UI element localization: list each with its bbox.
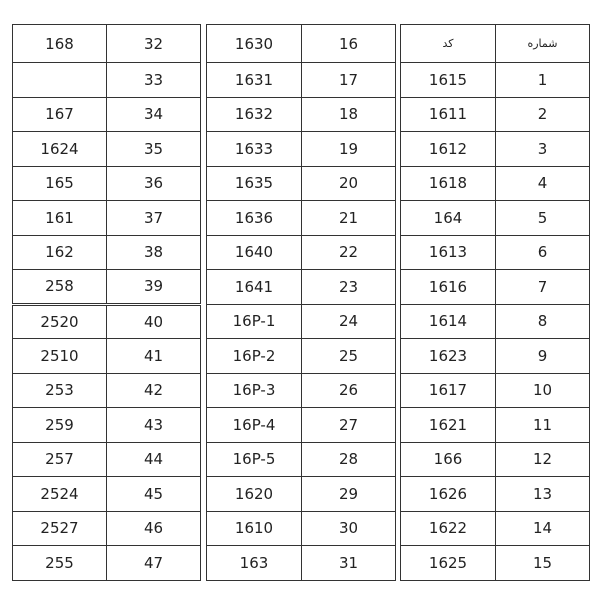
cell-number: 43 <box>107 408 201 443</box>
cell-code: 161 <box>13 201 107 236</box>
cell-code: 166 <box>401 442 496 477</box>
cell-code: 1635 <box>207 166 302 201</box>
cell-code: 1641 <box>207 270 302 305</box>
table-row <box>207 339 396 374</box>
cell-number: 6 <box>496 235 590 270</box>
table-row <box>401 373 590 408</box>
table-body <box>401 25 590 581</box>
cell-code: 1614 <box>401 304 496 339</box>
cell-number: 7 <box>496 270 590 305</box>
cell-number: 31 <box>302 546 396 581</box>
cell-code: 16P-1 <box>207 304 302 339</box>
table-row <box>207 546 396 581</box>
cell-number: 45 <box>107 477 201 512</box>
cell-code: 258 <box>13 270 107 305</box>
cell-code: 2527 <box>13 511 107 546</box>
cell-code: 1615 <box>401 63 496 98</box>
table-row <box>401 270 590 305</box>
cell-number: 5 <box>496 201 590 236</box>
cell-number: 2 <box>496 97 590 132</box>
cell-number: 38 <box>107 235 201 270</box>
cell-code: 16P-4 <box>207 408 302 443</box>
table-body <box>13 25 201 581</box>
table-row <box>207 97 396 132</box>
header-number: شماره <box>496 25 590 63</box>
cell-number: 3 <box>496 132 590 167</box>
cell-number: 14 <box>496 511 590 546</box>
cell-code: 1611 <box>401 97 496 132</box>
table-row <box>13 477 201 512</box>
cell-code: 1610 <box>207 511 302 546</box>
cell-code: 16P-2 <box>207 339 302 374</box>
table-row <box>401 408 590 443</box>
cell-code: 1631 <box>207 63 302 98</box>
cell-number: 19 <box>302 132 396 167</box>
cell-number: 20 <box>302 166 396 201</box>
table-row <box>13 408 201 443</box>
table-row <box>207 304 396 339</box>
cell-number: 24 <box>302 304 396 339</box>
table-row <box>207 270 396 305</box>
cell-code: 1632 <box>207 97 302 132</box>
cell-number: 34 <box>107 97 201 132</box>
cell-number: 32 <box>107 25 201 63</box>
table-row <box>401 201 590 236</box>
cell-number: 15 <box>496 546 590 581</box>
table-row <box>13 166 201 201</box>
table-row <box>207 235 396 270</box>
cell-code: 2524 <box>13 477 107 512</box>
cell-code: 255 <box>13 546 107 581</box>
cell-code: 167 <box>13 97 107 132</box>
table-row <box>13 373 201 408</box>
cell-number: 9 <box>496 339 590 374</box>
table-row <box>401 511 590 546</box>
cell-code: 1633 <box>207 132 302 167</box>
cell-number: 25 <box>302 339 396 374</box>
cell-code: 1624 <box>13 132 107 167</box>
cell-code <box>13 63 107 98</box>
cell-number: 41 <box>107 339 201 374</box>
table-body <box>207 25 396 581</box>
cell-number: 13 <box>496 477 590 512</box>
cell-number: 23 <box>302 270 396 305</box>
cell-number: 4 <box>496 166 590 201</box>
table-row <box>207 166 396 201</box>
cell-number: 28 <box>302 442 396 477</box>
cell-number: 30 <box>302 511 396 546</box>
cell-code: 16P-5 <box>207 442 302 477</box>
cell-code: 1621 <box>401 408 496 443</box>
table-row <box>13 132 201 167</box>
code-table-left <box>12 24 201 581</box>
cell-code: 1620 <box>207 477 302 512</box>
table-row <box>401 442 590 477</box>
cell-code: 1636 <box>207 201 302 236</box>
cell-number: 42 <box>107 373 201 408</box>
cell-number: 10 <box>496 373 590 408</box>
table-row <box>207 373 396 408</box>
cell-code: 1612 <box>401 132 496 167</box>
table-row <box>207 442 396 477</box>
table-row <box>13 97 201 132</box>
cell-number: 39 <box>107 270 201 305</box>
table-row <box>13 201 201 236</box>
cell-code: 164 <box>401 201 496 236</box>
cell-code: 162 <box>13 235 107 270</box>
table-row <box>207 511 396 546</box>
table-row <box>401 97 590 132</box>
table-row <box>13 63 201 98</box>
table-row <box>13 442 201 477</box>
cell-number: 40 <box>107 304 201 339</box>
table-row <box>207 132 396 167</box>
table-row <box>401 166 590 201</box>
table-row <box>13 25 201 63</box>
cell-number: 47 <box>107 546 201 581</box>
cell-number: 8 <box>496 304 590 339</box>
cell-number: 29 <box>302 477 396 512</box>
cell-code: 1630 <box>207 25 302 63</box>
cell-number: 21 <box>302 201 396 236</box>
cell-code: 253 <box>13 373 107 408</box>
cell-number: 18 <box>302 97 396 132</box>
cell-number: 17 <box>302 63 396 98</box>
table-row <box>207 63 396 98</box>
cell-code: 1622 <box>401 511 496 546</box>
cell-number: 44 <box>107 442 201 477</box>
code-table-middle <box>206 24 396 581</box>
cell-number: 16 <box>302 25 396 63</box>
cell-number: 37 <box>107 201 201 236</box>
table-row <box>13 235 201 270</box>
table-row <box>13 511 201 546</box>
header-code: کد <box>401 25 496 63</box>
cell-code: 1623 <box>401 339 496 374</box>
cell-number: 27 <box>302 408 396 443</box>
cell-code: 1617 <box>401 373 496 408</box>
cell-code: 2510 <box>13 339 107 374</box>
cell-code: 1640 <box>207 235 302 270</box>
table-row <box>13 546 201 581</box>
table-row <box>13 270 201 305</box>
table-row <box>13 304 201 339</box>
table-row <box>207 477 396 512</box>
cell-code: 163 <box>207 546 302 581</box>
cell-code: 1613 <box>401 235 496 270</box>
table-row <box>401 546 590 581</box>
cell-number: 12 <box>496 442 590 477</box>
table-row <box>401 477 590 512</box>
cell-number: 35 <box>107 132 201 167</box>
cell-code: 259 <box>13 408 107 443</box>
cell-number: 36 <box>107 166 201 201</box>
cell-number: 11 <box>496 408 590 443</box>
table-row <box>207 201 396 236</box>
cell-number: 22 <box>302 235 396 270</box>
table-row <box>401 339 590 374</box>
cell-number: 33 <box>107 63 201 98</box>
table-row <box>13 339 201 374</box>
table-row <box>207 25 396 63</box>
cell-code: 168 <box>13 25 107 63</box>
cell-code: 16P-3 <box>207 373 302 408</box>
table-row <box>401 132 590 167</box>
code-table-right <box>400 24 590 581</box>
cell-number: 1 <box>496 63 590 98</box>
cell-code: 257 <box>13 442 107 477</box>
cell-code: 1618 <box>401 166 496 201</box>
cell-number: 26 <box>302 373 396 408</box>
cell-code: 165 <box>13 166 107 201</box>
cell-code: 1616 <box>401 270 496 305</box>
table-row <box>401 63 590 98</box>
table-row <box>401 304 590 339</box>
cell-code: 1625 <box>401 546 496 581</box>
table-row <box>207 408 396 443</box>
header-row <box>401 25 590 63</box>
cell-code: 1626 <box>401 477 496 512</box>
cell-number: 46 <box>107 511 201 546</box>
table-row <box>401 235 590 270</box>
cell-code: 2520 <box>13 304 107 339</box>
